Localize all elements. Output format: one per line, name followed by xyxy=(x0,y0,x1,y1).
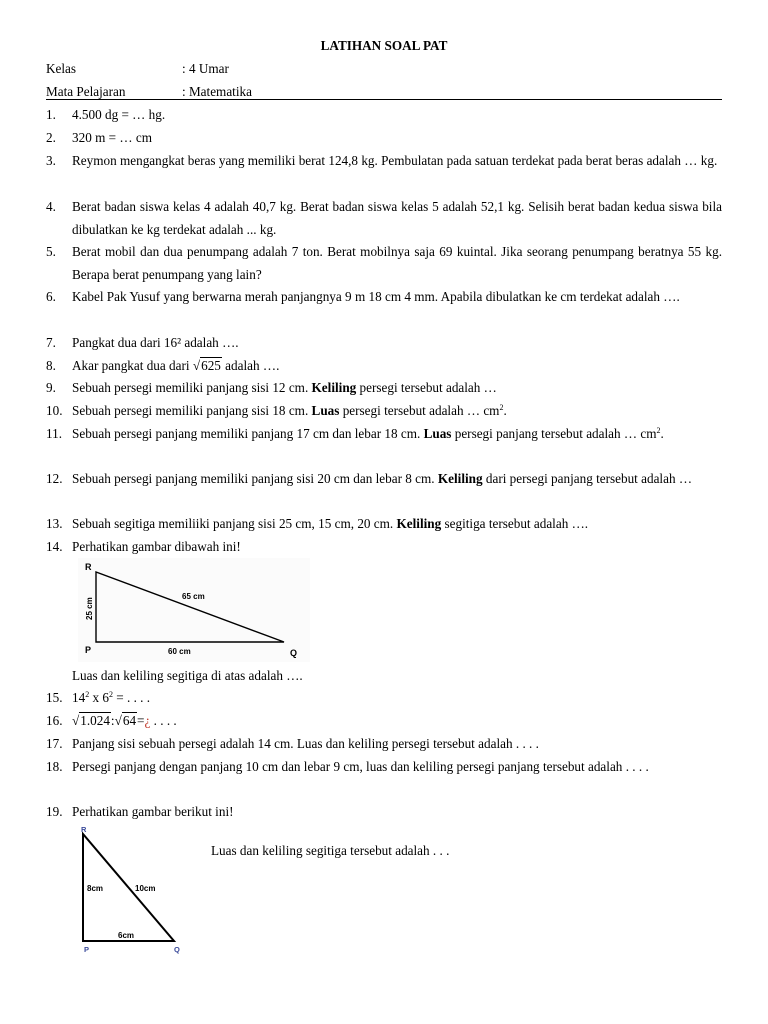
question-14-followup xyxy=(46,665,722,688)
side-label-pq: 60 cm xyxy=(168,647,191,656)
text-part: persegi tersebut adalah … cm xyxy=(339,403,500,418)
question-2 xyxy=(46,127,722,150)
triangle-figure-1 xyxy=(78,558,310,662)
question-number: 8. xyxy=(46,358,56,373)
question-number: 12. xyxy=(46,471,63,486)
text-part: Sebuah segitiga memiliiki panjang sisi 25 cm, 15 cm, 20 cm. xyxy=(72,516,397,531)
question-3 xyxy=(46,150,722,173)
question-number: 14. xyxy=(46,539,63,554)
vertex-label-r: R xyxy=(85,562,92,572)
sqrt-expression: √1.024 xyxy=(72,713,110,728)
question-number: 15. xyxy=(46,690,63,705)
superscript: 2 xyxy=(108,690,113,699)
question-number: 10. xyxy=(46,403,63,418)
question-16 xyxy=(46,710,722,733)
side-label-rq: 65 cm xyxy=(182,592,205,601)
question-5 xyxy=(46,241,722,286)
vertex-label-q: Q xyxy=(290,648,298,658)
bold-term: Keliling xyxy=(437,471,483,486)
question-14 xyxy=(46,536,722,559)
kelas-value: : 4 Umar xyxy=(182,61,229,76)
question-text xyxy=(72,468,722,491)
question-number: 3. xyxy=(46,153,56,168)
question-8 xyxy=(46,355,722,378)
page-title: LATIHAN SOAL PAT xyxy=(320,38,448,53)
text-part: . xyxy=(660,426,664,441)
question-number: 2. xyxy=(46,130,56,145)
side-label-pr: 25 cm xyxy=(85,597,94,620)
mapel-value: : Matematika xyxy=(182,84,252,99)
question-number: 11. xyxy=(46,426,62,441)
sqrt-expression: √625 xyxy=(192,358,221,373)
question-4 xyxy=(46,196,722,241)
question-text: 320 m = … cm xyxy=(72,130,152,145)
vertex-label-r: R xyxy=(81,825,87,834)
question-text xyxy=(72,423,722,446)
text-part: 14 xyxy=(72,690,86,705)
question-number: 18. xyxy=(46,759,63,774)
text-part: Akar pangkat dua dari xyxy=(72,358,193,373)
header-divider xyxy=(46,99,722,100)
question-1 xyxy=(46,104,722,127)
question-text: Berat mobil dan dua penumpang adalah 7 ton. Berat mobilnya saja 69 kuintal. Jika seorang penumpang beratnya 55 kg. Berapa berat penumpang yang lain? xyxy=(72,244,722,282)
question-text: Luas dan keliling segitiga di atas adalah …. xyxy=(72,668,303,683)
text-part: Sebuah persegi panjang memiliki panjang 17 cm dan lebar 18 cm. xyxy=(72,426,424,441)
bold-term: Keliling xyxy=(396,516,442,531)
question-text xyxy=(72,377,722,400)
text-part: : xyxy=(110,713,115,728)
question-text: Perhatikan gambar dibawah ini! xyxy=(72,539,241,554)
kelas-label: Kelas xyxy=(46,61,77,76)
figure-background xyxy=(78,558,310,662)
text-part: adalah …. xyxy=(221,358,280,373)
question-text xyxy=(72,710,722,733)
question-9 xyxy=(46,377,722,400)
radicand: 625 xyxy=(201,358,221,373)
text-part: . xyxy=(503,403,507,418)
question-18 xyxy=(46,756,722,779)
text-part: Sebuah persegi memiliki panjang sisi 12 cm. xyxy=(72,380,312,395)
question-19 xyxy=(46,801,722,824)
question-text: 4.500 dg = … hg. xyxy=(72,107,166,122)
question-number: 9. xyxy=(46,380,56,395)
text-part: = xyxy=(137,713,145,728)
question-number: 17. xyxy=(46,736,63,751)
question-13 xyxy=(46,513,722,536)
question-number: 5. xyxy=(46,244,56,259)
text-part: dari persegi panjang tersebut adalah … xyxy=(482,471,693,486)
bold-term: Luas xyxy=(423,426,452,441)
question-text: Pangkat dua dari 16² adalah …. xyxy=(72,335,239,350)
question-7 xyxy=(46,332,722,355)
question-number: 19. xyxy=(46,804,63,819)
text-part: segitiga tersebut adalah …. xyxy=(441,516,589,531)
question-number: 1. xyxy=(46,107,56,122)
question-text: Kabel Pak Yusuf yang berwarna merah panjangnya 9 m 18 cm 4 mm. Apabila dibulatkan ke cm terdekat adalah …. xyxy=(72,289,680,304)
text-part: x 6 xyxy=(89,690,109,705)
side-label-pr: 8cm xyxy=(87,884,104,893)
vertex-label-q: Q xyxy=(174,945,180,954)
question-number: 4. xyxy=(46,199,56,214)
question-text xyxy=(72,513,722,536)
question-17 xyxy=(46,733,722,756)
radicand: 1.024 xyxy=(80,713,110,728)
text-part: Sebuah persegi panjang memiliki panjang sisi 20 cm dan lebar 8 cm. xyxy=(72,471,438,486)
superscript: 2 xyxy=(656,426,661,435)
text-part: = . . . . xyxy=(112,690,151,705)
vertex-label-p: P xyxy=(85,645,92,655)
question-10 xyxy=(46,400,722,423)
question-6 xyxy=(46,286,722,309)
question-number: 7. xyxy=(46,335,56,350)
text-part: persegi panjang tersebut adalah … cm xyxy=(451,426,657,441)
question-number: 6. xyxy=(46,289,56,304)
question-number: 13. xyxy=(46,516,63,531)
radicand: 64 xyxy=(122,713,137,728)
question-text: Reymon mengangkat beras yang memiliki berat 124,8 kg. Pembulatan pada satuan terdekat pada berat beras adalah … kg. xyxy=(72,153,718,168)
question-text: Berat badan siswa kelas 4 adalah 40,7 kg. Berat badan siswa kelas 5 adalah 52,1 kg. Selisih berat badan kedua siswa bila dibulatkan ke kg terdekat adalah ... kg. xyxy=(72,199,722,237)
bold-term: Luas xyxy=(311,403,340,418)
superscript: 2 xyxy=(499,403,504,412)
inverted-question-mark: ¿ xyxy=(144,713,151,728)
question-text xyxy=(72,687,722,710)
question-text xyxy=(72,400,722,423)
text-part: Sebuah persegi memiliki panjang sisi 18 cm. xyxy=(72,403,312,418)
bold-term: Keliling xyxy=(311,380,357,395)
question-text xyxy=(72,355,722,378)
question-11 xyxy=(46,423,722,446)
question-number: 16. xyxy=(46,713,63,728)
question-text: Perhatikan gambar berikut ini! xyxy=(72,804,234,819)
question-text: Panjang sisi sebuah persegi adalah 14 cm. Luas dan keliling persegi tersebut adalah . . . . xyxy=(72,736,539,751)
question-text: Persegi panjang dengan panjang 10 cm dan lebar 9 cm, luas dan keliling persegi panjang tersebut adalah . . . . xyxy=(72,759,649,774)
vertex-label-p: P xyxy=(84,945,90,954)
triangle-figure-2 xyxy=(78,822,190,956)
side-label-rq: 10cm xyxy=(135,884,156,893)
side-label-pq: 6cm xyxy=(118,931,135,940)
text-part: . . . . xyxy=(150,713,177,728)
superscript: 2 xyxy=(85,690,90,699)
question-19-side-text: Luas dan keliling segitiga tersebut adalah . . . xyxy=(211,843,450,858)
mapel-label: Mata Pelajaran xyxy=(46,84,126,99)
question-12 xyxy=(46,468,722,491)
sqrt-expression: √64 xyxy=(114,713,137,728)
question-15 xyxy=(46,687,722,710)
text-part: persegi tersebut adalah … xyxy=(356,380,497,395)
